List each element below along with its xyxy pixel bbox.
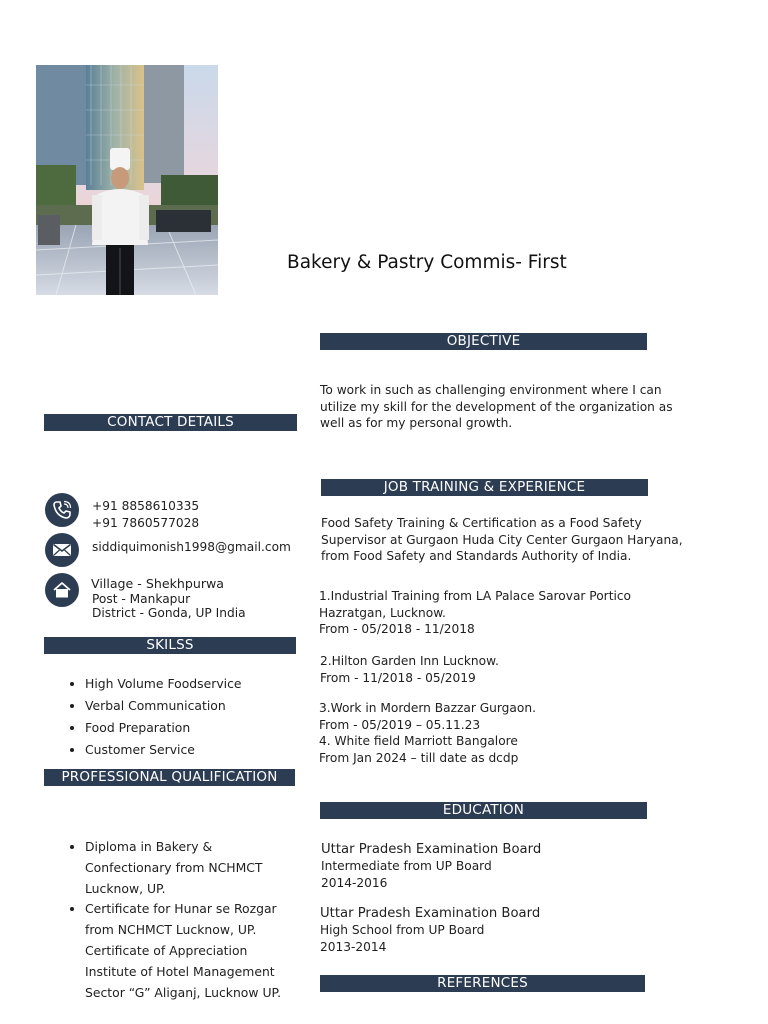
address-line-2: Post - Mankapur xyxy=(92,592,191,606)
qualification-header: PROFESSIONAL QUALIFICATION xyxy=(44,769,295,786)
experience-job-2 xyxy=(320,653,499,686)
envelope-icon xyxy=(45,533,79,567)
skill-item: Food Preparation xyxy=(85,717,242,739)
education-header: EDUCATION xyxy=(320,802,647,819)
education-years: 2014-2016 xyxy=(321,875,388,890)
education-entry xyxy=(320,905,540,955)
experience-line: From - 05/2019 – 05.11.23 xyxy=(319,717,481,732)
skill-item: High Volume Foodservice xyxy=(85,673,242,695)
skills-header: SKILSS xyxy=(44,637,296,654)
contact-details-header: CONTACT DETAILS xyxy=(44,414,297,431)
education-board: Uttar Pradesh Examination Board xyxy=(320,906,541,921)
references-header: REFERENCES xyxy=(320,975,645,992)
skill-item: Customer Service xyxy=(85,739,242,761)
education-level: Intermediate from UP Board xyxy=(321,859,492,873)
experience-line: From - 05/2018 - 11/2018 xyxy=(319,622,475,636)
phone-number-2: +91 7860577028 xyxy=(92,516,200,530)
page-title: Bakery & Pastry Commis- First xyxy=(287,252,567,273)
chef-portrait-image xyxy=(36,65,218,295)
education-years: 2013-2014 xyxy=(320,939,387,954)
experience-line: from Food Safety and Standards Authority of India. xyxy=(321,549,632,563)
qualification-line: from NCHMCT Lucknow, UP. xyxy=(85,922,257,938)
skill-item: Verbal Communication xyxy=(85,695,242,717)
profile-photo xyxy=(36,65,218,295)
qualification-item xyxy=(85,899,281,1003)
experience-job-3 xyxy=(319,700,536,766)
objective-header: OBJECTIVE xyxy=(320,333,647,350)
education-entry xyxy=(321,841,541,891)
qualification-line: Certificate of Appreciation xyxy=(85,942,248,958)
experience-intro xyxy=(321,515,683,565)
experience-line: From - 11/2018 - 05/2019 xyxy=(320,670,476,685)
home-icon xyxy=(45,573,79,607)
experience-line: 2.Hilton Garden Inn Lucknow. xyxy=(320,654,499,668)
experience-header: JOB TRAINING & EXPERIENCE xyxy=(321,479,648,496)
experience-job-1 xyxy=(319,588,631,638)
address-line-1: Village - Shekhpurwa xyxy=(91,576,225,591)
qualification-line: Certificate for Hunar se Rozgar xyxy=(85,901,277,917)
experience-line: Food Safety Training & Certification as a Food Safety xyxy=(321,516,642,530)
skills-list xyxy=(85,673,242,761)
experience-line: Supervisor at Gurgaon Huda City Center Gurgaon Haryana, xyxy=(321,532,683,547)
objective-line: To work in such as challenging environment where I can xyxy=(320,383,662,397)
qualification-line: Lucknow, UP. xyxy=(85,880,166,896)
objective-line: utilize my skill for the development of the organization as xyxy=(320,399,673,414)
qualification-line: Institute of Hotel Management xyxy=(85,963,275,979)
objective-text xyxy=(320,382,673,432)
qualification-line: Confectionary from NCHMCT xyxy=(85,859,263,875)
qualification-line: Sector “G” Aliganj, Lucknow UP. xyxy=(85,984,282,1000)
education-board: Uttar Pradesh Examination Board xyxy=(321,842,542,857)
experience-line: 4. White field Marriott Bangalore xyxy=(319,734,518,748)
email-address: siddiquimonish1998@gmail.com xyxy=(92,540,291,554)
phone-number-1: +91 8858610335 xyxy=(92,499,200,513)
experience-line: Hazratgan, Lucknow. xyxy=(319,605,446,620)
experience-line: 1.Industrial Training from LA Palace Sarovar Portico xyxy=(319,589,632,603)
experience-line: 3.Work in Mordern Bazzar Gurgaon. xyxy=(319,701,536,715)
qualification-line: Diploma in Bakery & xyxy=(85,839,213,854)
qualification-item xyxy=(85,837,281,899)
address-line-3: District - Gonda, UP India xyxy=(92,606,246,620)
education-level: High School from UP Board xyxy=(320,923,485,937)
phone-icon xyxy=(45,493,79,527)
objective-line: well as for my personal growth. xyxy=(320,416,513,430)
qualification-list xyxy=(85,837,281,1003)
experience-line: From Jan 2024 – till date as dcdp xyxy=(319,750,519,765)
